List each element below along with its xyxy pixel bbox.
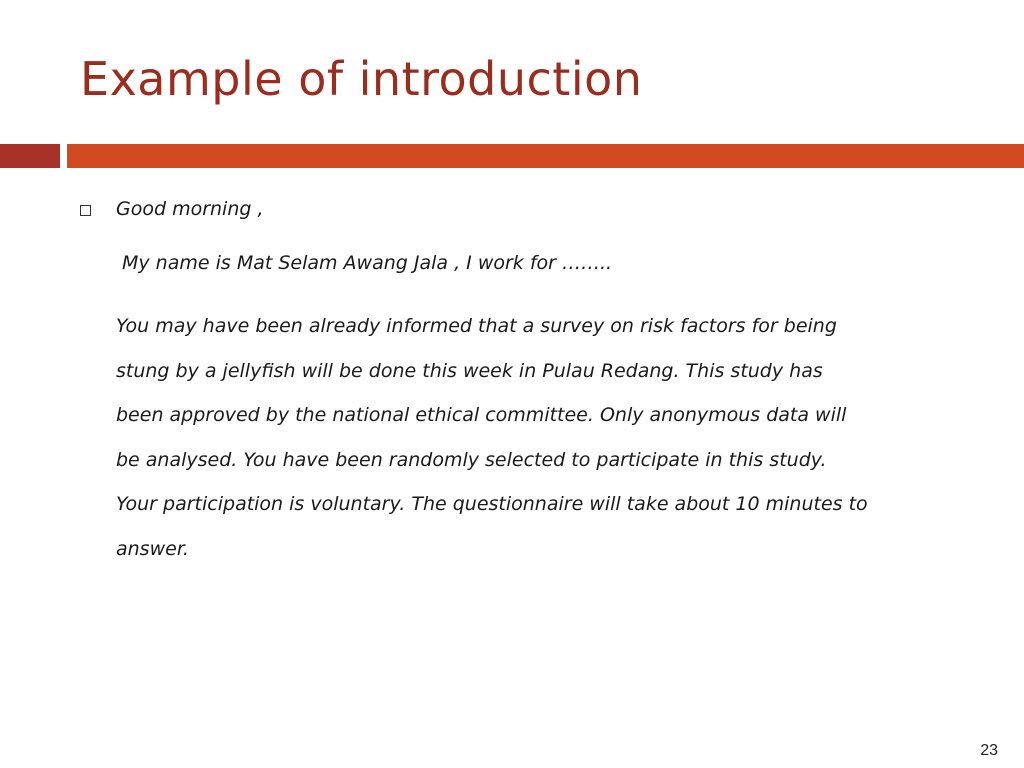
hollow-square-bullet-icon [80,205,91,216]
paragraph-line: Your participation is voluntary. The questionnaire will take about 10 minutes to [116,493,868,515]
title-divider-left-bar [0,144,60,168]
survey-paragraph [116,304,996,571]
paragraph-line: answer. [116,537,189,560]
slide-title: Example of introduction [80,52,643,106]
paragraph-line: You may have been already informed that a survey on risk factors for being [116,315,837,337]
greeting-text: Good morning , [116,198,264,220]
title-divider-right-bar [67,144,1024,168]
paragraph-line: be analysed. You have been randomly selected to participate in this study. [116,448,827,471]
page-number: 23 [980,742,998,759]
paragraph-line: stung by a jellyfish will be done this week in Pulau Redang. This study has [116,359,823,382]
intro-line-text: My name is Mat Selam Awang Jala , I work for …….. [122,252,613,274]
paragraph-line: been approved by the national ethical committee. Only anonymous data will [116,404,847,426]
